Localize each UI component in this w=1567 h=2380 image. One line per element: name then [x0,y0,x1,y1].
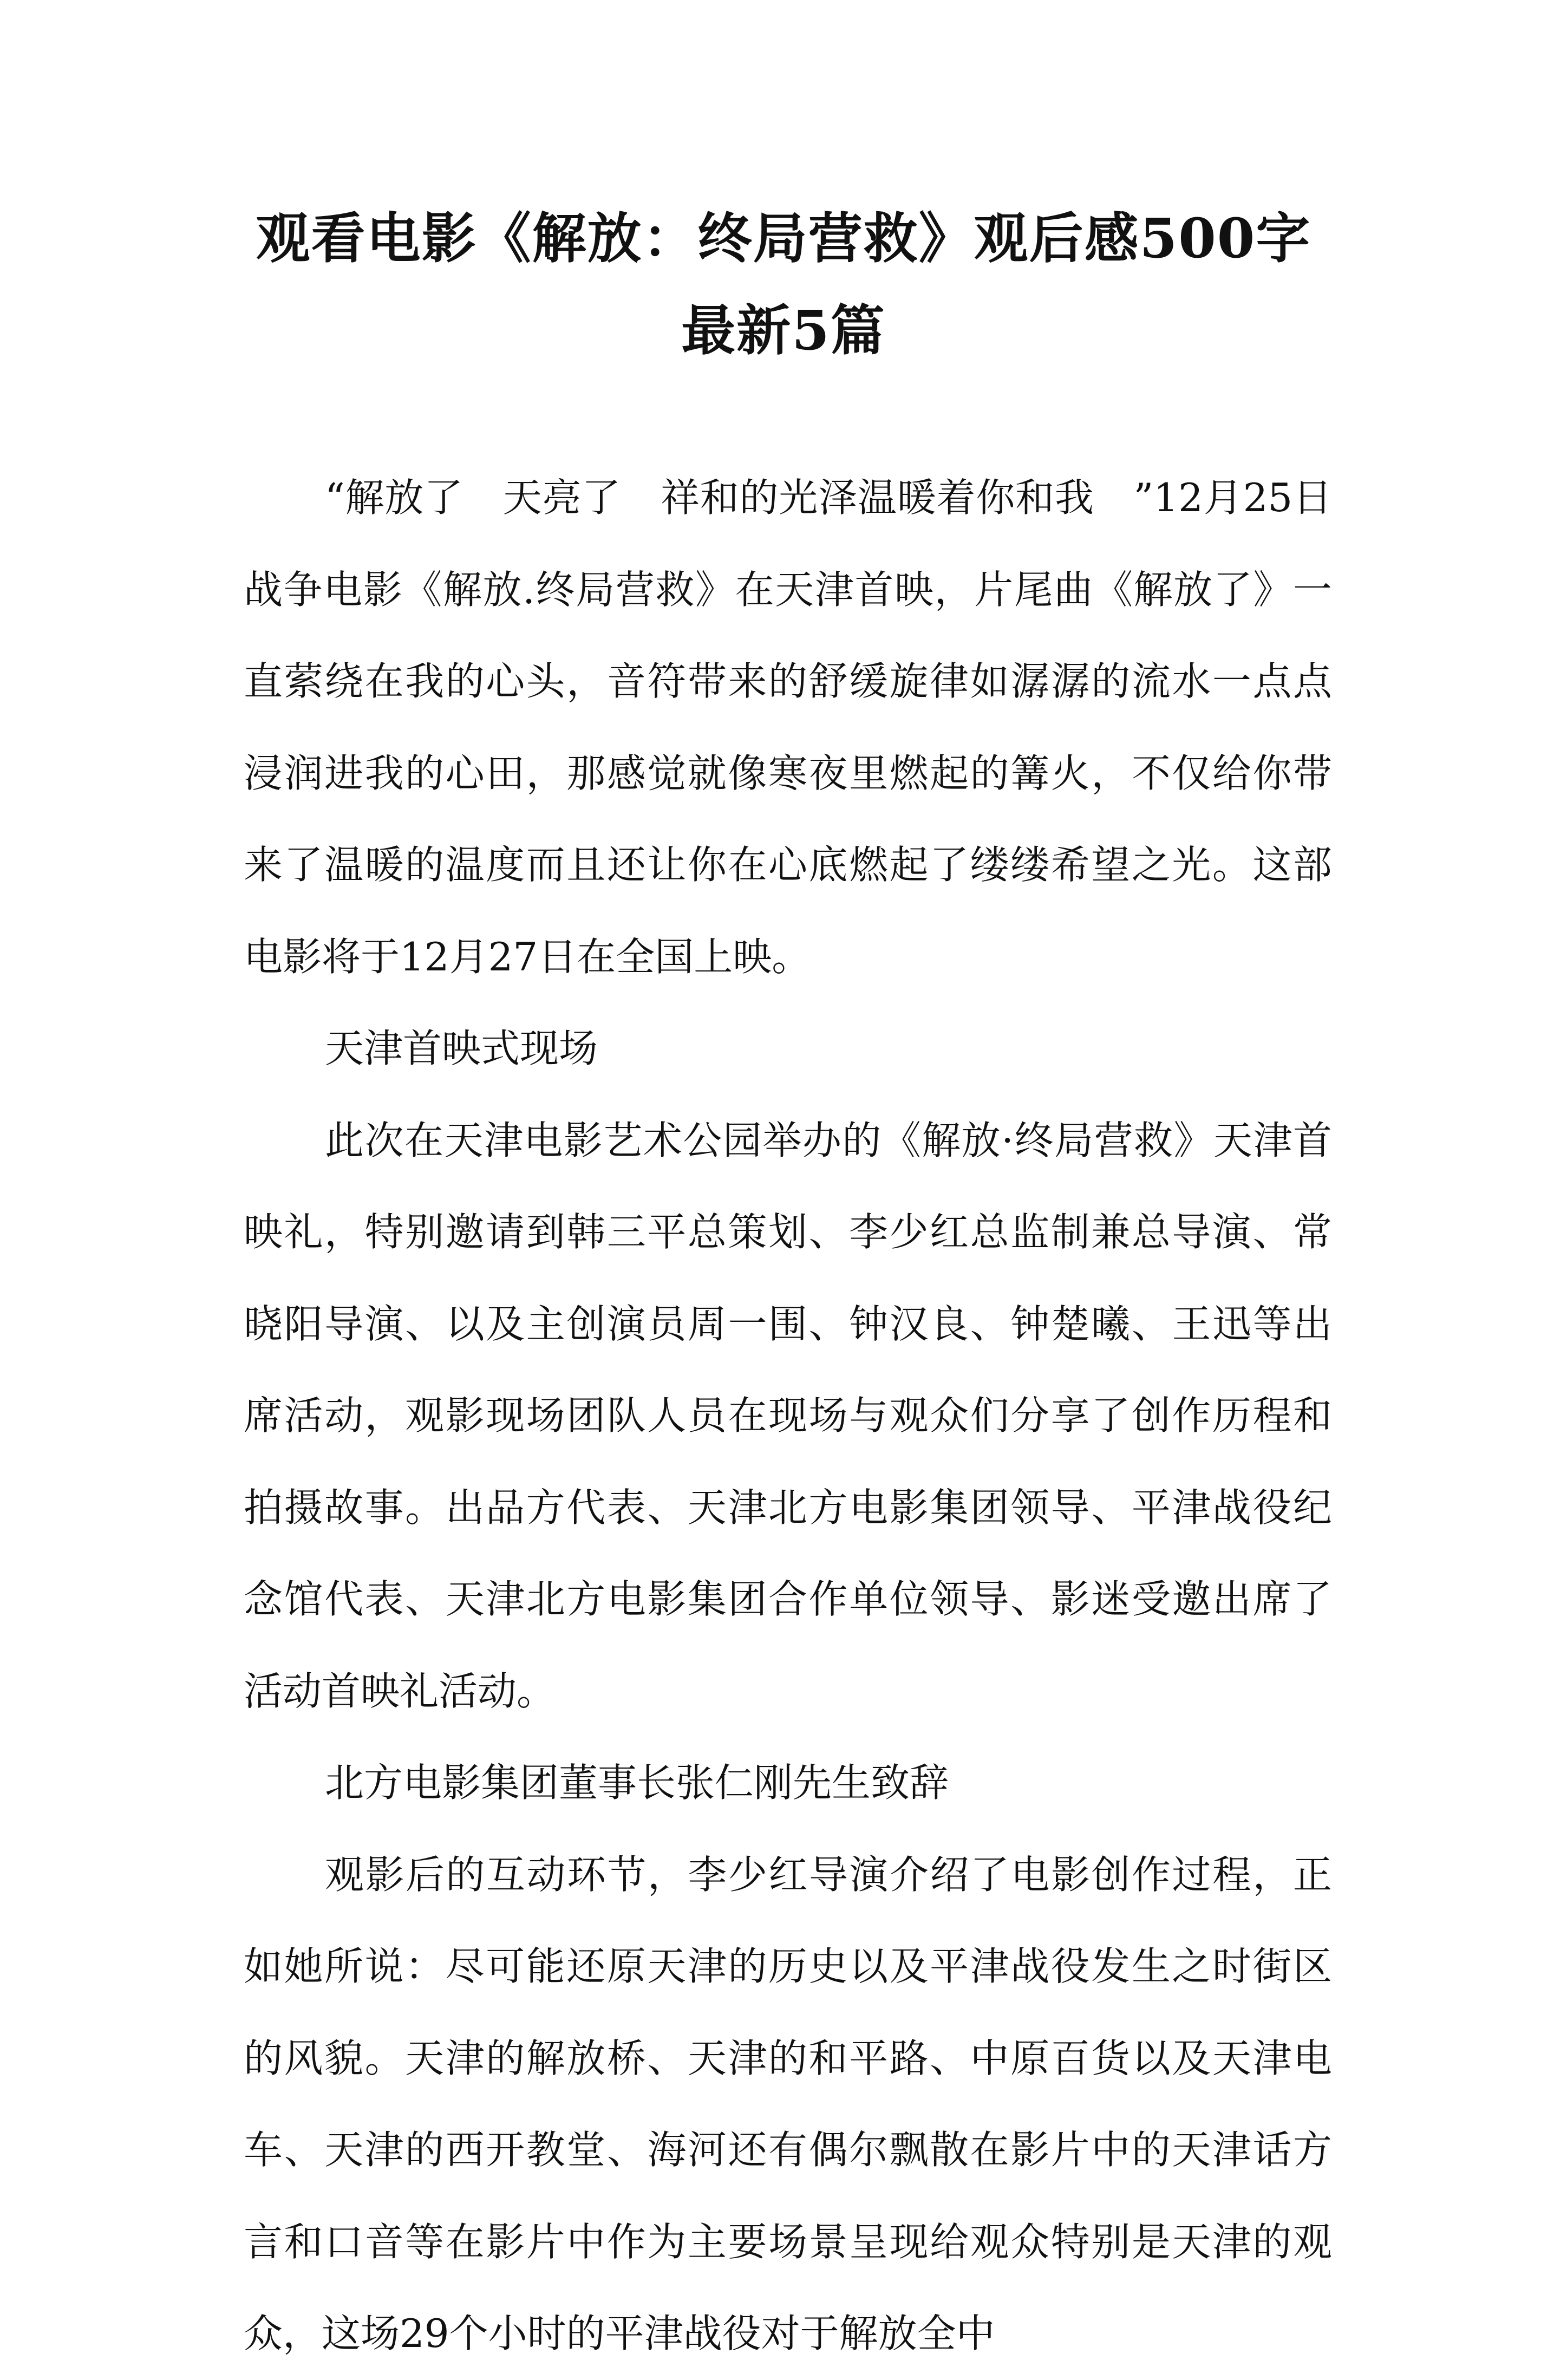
document-body [244,452,1332,2380]
section-heading-premiere: 天津首映式现场 [325,1026,598,1071]
paragraph-intro: “解放了 天亮了 祥和的光泽温暖着你和我 ”12月25日战争电影《解放.终局营救》在天津首映，片尾曲《解放了》一直萦绕在我的心头，音符带来的舒缓旋律如潺潺的流水一点点浸润进我的心田，那感觉就像寒夜里燃起的篝火，不仅给你带来了温暖的温度而且还让你在心底燃起了缕缕希望之光。这部电影将于12月27日在全国上映。 [244,475,1332,980]
section-heading-speech: 北方电影集团董事长张仁刚先生致辞 [325,1760,949,1805]
paragraph-interaction: 观影后的互动环节，李少红导演介绍了电影创作过程，正如她所说：尽可能还原天津的历史以及平津战役发生之时街区的风貌。天津的解放桥、天津的和平路、中原百货以及天津电车、天津的西开教堂、海河还有偶尔飘散在影片中的天津话方言和口音等在影片中作为主要场景呈现给观众特别是天津的观众，这场29个小时的平津战役对于解放全中 [244,1851,1332,2356]
title-line-1: 观看电影《解放：终局营救》观后感500字 [256,206,1311,270]
document-title [217,192,1350,376]
paragraph-premiere: 此次在天津电影艺术公园举办的《解放·终局营救》天津首映礼，特别邀请到韩三平总策划、李少红总监制兼总导演、常晓阳导演、以及主创演员周一围、钟汉良、钟楚曦、王迅等出席活动，观影现场团队人员在现场与观众们分享了创作历程和拍摄故事。出品方代表、天津北方电影集团领导、平津战役纪念馆代表、天津北方电影集团合作单位领导、影迷受邀出席了活动首映礼活动。 [244,1117,1332,1714]
title-line-2: 最新5篇 [681,298,886,362]
